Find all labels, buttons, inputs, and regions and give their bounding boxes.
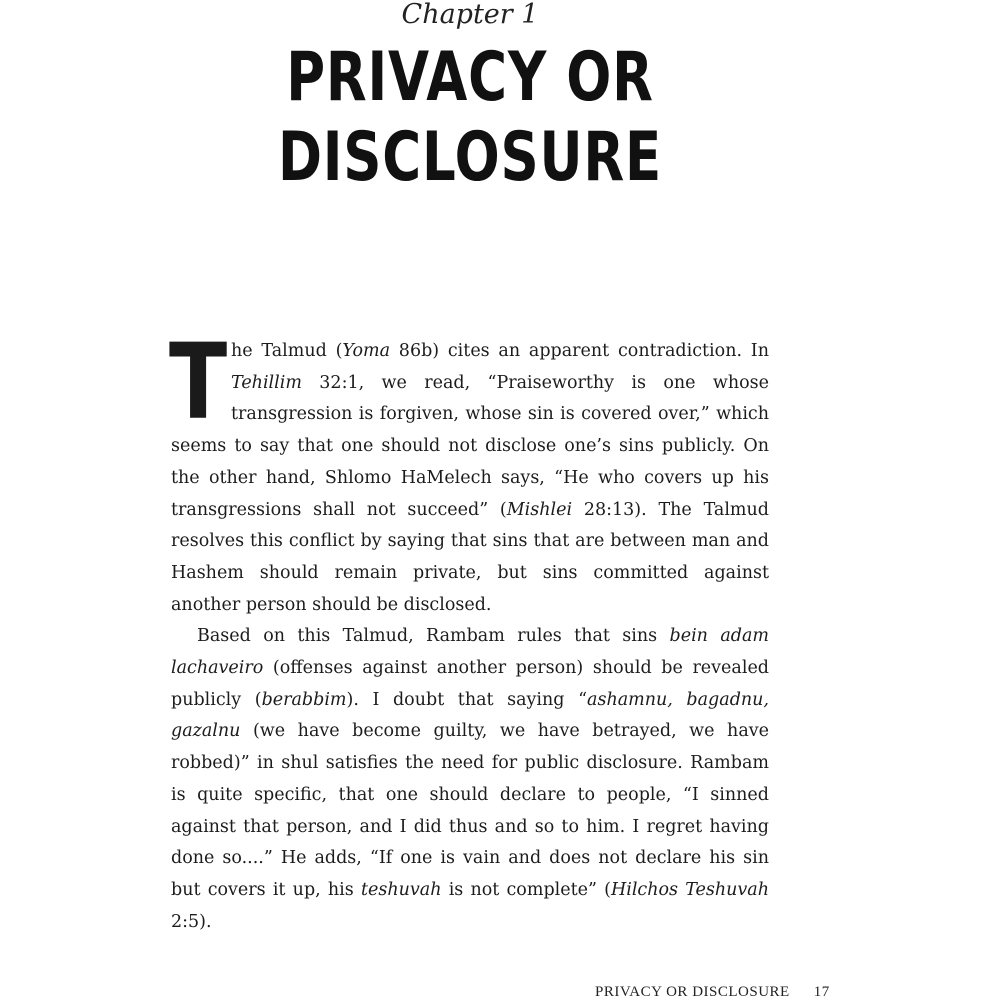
running-title: PRIVACY OR DISCLOSURE — [595, 984, 790, 1000]
italic-term: Tehillim — [231, 372, 302, 393]
text-segment: 2:5). — [171, 911, 212, 932]
chapter-title-line-1: PRIVACY OR — [286, 38, 654, 117]
text-segment: ). I doubt that saying “ — [346, 689, 588, 710]
italic-term: Mishlei — [506, 499, 573, 520]
running-footer — [595, 984, 830, 1001]
text-segment: (we have become guilty, we have betrayed, we have robbed)” in shul satisfies the need for public disclosure. Rambam is quite specific, that one should declare to people, “I sinned against that person, and I did thus and so to him. I regret having done so....” He adds, “If one is vain and does not declare his sin but covers it up, his — [171, 721, 769, 900]
chapter-title-line-2: DISCLOSURE — [277, 118, 663, 197]
italic-term: berabbim — [261, 689, 347, 710]
text-segment: (offenses against another person) should be revealed publicly ( — [171, 658, 769, 710]
paragraph-1 — [169, 321, 769, 621]
italic-term: Hilchos Teshuvah — [610, 879, 769, 900]
text-segment: 28:13). The Talmud resolves this conflict by saying that sins that are between man and Hashem should remain private, but sins committed against another person should be disclosed. — [171, 499, 769, 615]
text-segment: 86b) cites an apparent contradiction. In — [390, 341, 769, 361]
italic-term: Yoma — [342, 341, 391, 361]
drop-cap: T — [169, 321, 228, 443]
page-number: 17 — [813, 984, 830, 1000]
chapter-title — [103, 38, 836, 198]
text-segment: is not complete” ( — [441, 879, 611, 900]
chapter-label: Chapter 1 — [401, 0, 539, 30]
text-segment: 32:1, we read, “Praiseworthy is one whose transgression is forgiven, whose sin is covered over,” which seems to say that one should not disclose one’s sins publicly. On the other hand, Shlomo HaMelech says, “He who covers up his transgressions shall not succeed” ( — [171, 372, 769, 520]
body-text — [169, 321, 769, 938]
text-segment: he Talmud ( — [231, 341, 343, 361]
text-segment: Based on this Talmud, Rambam rules that sins — [197, 626, 670, 647]
italic-term: bein adam lachaveiro — [171, 626, 769, 679]
italic-term: teshuvah — [360, 879, 442, 900]
italic-term: ashamnu, bagadnu, gazalnu — [171, 689, 769, 742]
paragraph-2 — [171, 621, 769, 938]
